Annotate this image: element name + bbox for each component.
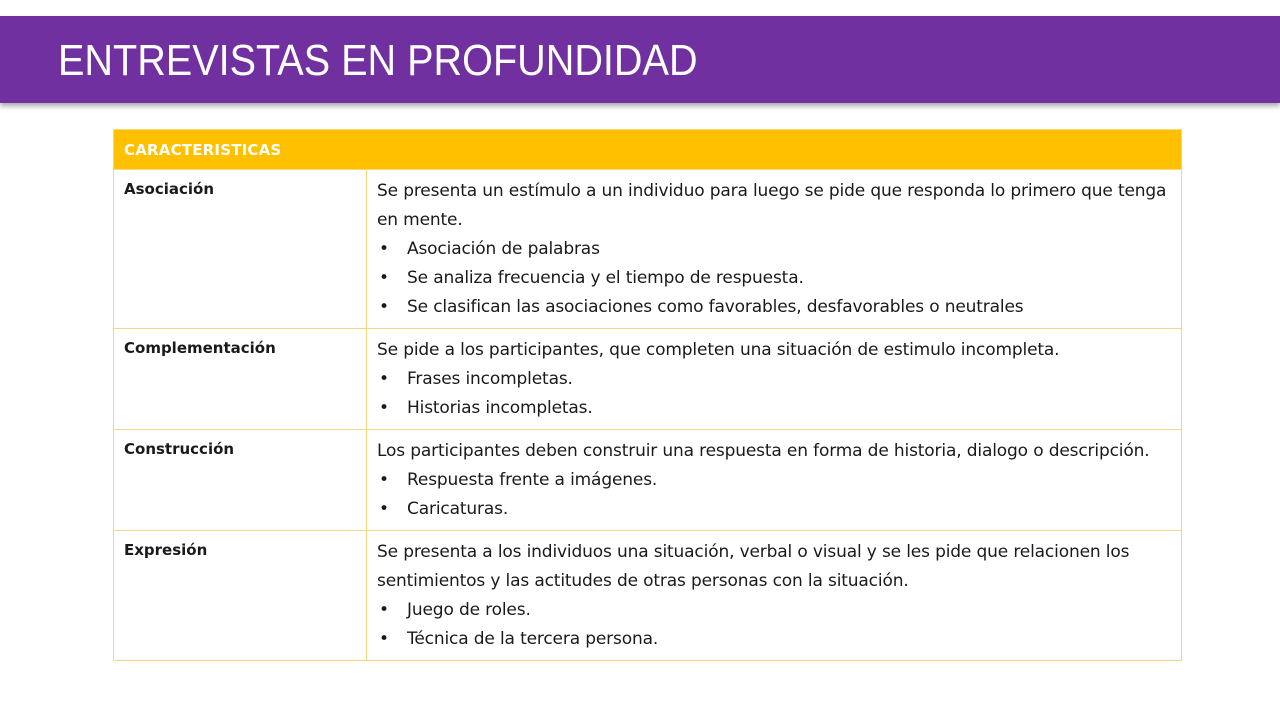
list-item [377,293,1171,322]
list-item [377,495,1171,524]
bullet-list [377,365,1171,423]
list-item [377,625,1171,654]
table-header: CARACTERISTICAS [114,130,1182,170]
list-item [377,596,1171,625]
bullet-text: Se clasifican las asociaciones como favorables, desfavorables o neutrales [407,297,1024,317]
bullet-text: Asociación de palabras [407,239,600,259]
bullet-text: Técnica de la tercera persona. [407,629,659,649]
bullet-text: Juego de roles. [407,600,531,620]
term-cell: Complementación [114,329,367,430]
list-item [377,264,1171,293]
title-bar [0,16,1280,103]
bullet-icon: • [379,268,389,288]
bullet-icon: • [379,629,389,649]
description-text: Se presenta un estímulo a un individuo para luego se pide que responda lo primero que tenga en mente. [377,181,1167,230]
bullet-text: Caricaturas. [407,499,509,519]
bullet-icon: • [379,499,389,519]
table-row [114,531,1182,661]
description-text: Los participantes deben construir una respuesta en forma de historia, dialogo o descripción. [377,441,1150,461]
bullet-text: Historias incompletas. [407,398,593,418]
table-header-row [114,130,1182,170]
bullet-list [377,235,1171,322]
bullet-icon: • [379,297,389,317]
bullet-list [377,596,1171,654]
list-item [377,235,1171,264]
bullet-icon: • [379,600,389,620]
bullet-icon: • [379,470,389,490]
table-row [114,170,1182,329]
page-title: ENTREVISTAS EN PROFUNDIDAD [58,36,698,85]
characteristics-table [113,129,1182,661]
term-cell: Construcción [114,430,367,531]
list-item [377,394,1171,423]
list-item [377,466,1171,495]
description-cell [367,430,1182,531]
bullet-text: Frases incompletas. [407,369,573,389]
table-row [114,430,1182,531]
bullet-icon: • [379,239,389,259]
table-row [114,329,1182,430]
bullet-text: Respuesta frente a imágenes. [407,470,658,490]
description-text: Se presenta a los individuos una situación, verbal o visual y se les pide que relacionen los sentimientos y las actitudes de otras personas con la situación. [377,542,1130,591]
list-item [377,365,1171,394]
description-text: Se pide a los participantes, que completen una situación de estimulo incompleta. [377,340,1060,360]
term-cell: Asociación [114,170,367,329]
bullet-text: Se analiza frecuencia y el tiempo de respuesta. [407,268,804,288]
bullet-icon: • [379,369,389,389]
bullet-list [377,466,1171,524]
description-cell [367,329,1182,430]
bullet-icon: • [379,398,389,418]
description-cell [367,531,1182,661]
description-cell [367,170,1182,329]
term-cell: Expresión [114,531,367,661]
